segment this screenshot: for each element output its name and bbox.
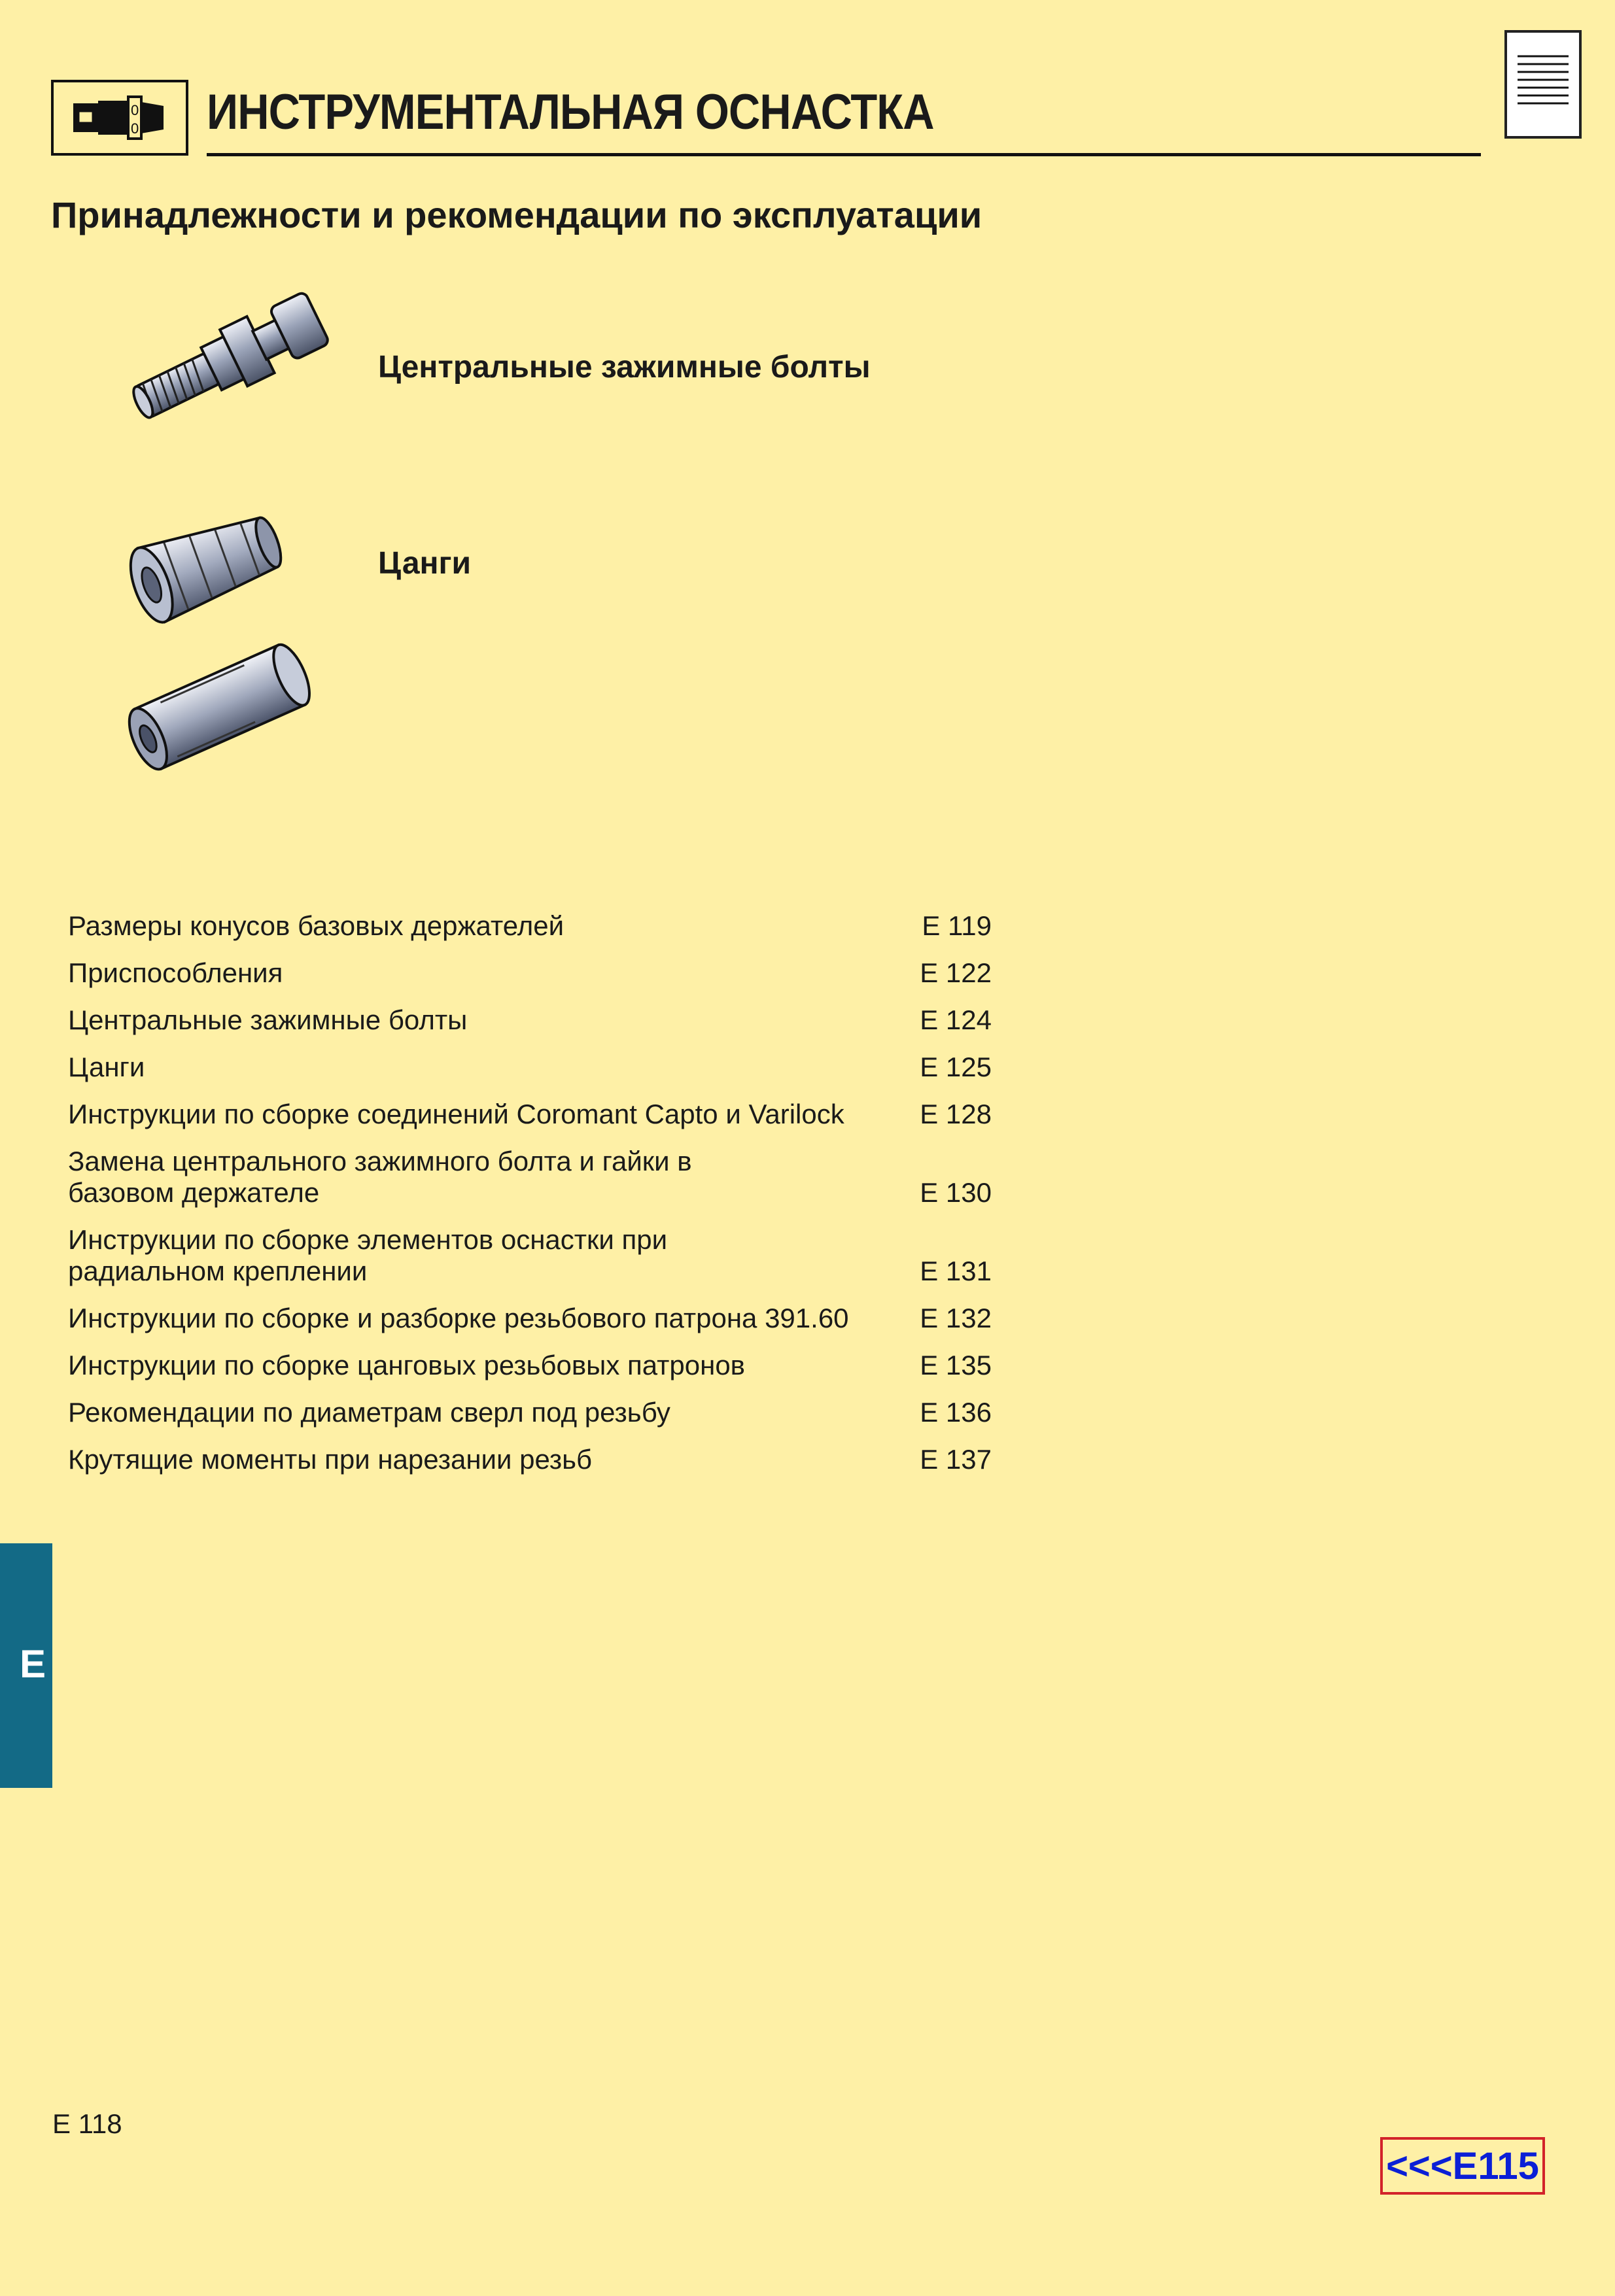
list-item-title: Приспособления [68, 957, 283, 988]
list-item-title: Рекомендации по диаметрам сверл под резьбу [68, 1397, 670, 1428]
tool-holder-icon [54, 82, 186, 153]
list-item[interactable] [68, 1397, 1023, 1428]
list-item-page: E 128 [920, 1099, 992, 1129]
svg-text:0: 0 [131, 120, 139, 137]
list-item[interactable] [68, 1146, 1023, 1208]
section-icon-box [51, 80, 188, 156]
list-item[interactable] [68, 1350, 1023, 1381]
contents-list [68, 910, 1023, 1491]
list-item-title: Центральные зажимные болты [68, 1004, 468, 1035]
collet-image-er [122, 492, 298, 636]
item-label-collets: Цанги [378, 546, 472, 581]
list-item-title: Инструкции по сборке цанговых резьбовых патронов [68, 1350, 745, 1380]
list-item-page: E 130 [920, 1177, 992, 1208]
list-item-title: Цанги [68, 1052, 145, 1082]
list-item-title: Размеры конусов базовых держателей [68, 910, 564, 941]
list-item-page: E 122 [920, 957, 992, 988]
list-item[interactable] [68, 1444, 1023, 1475]
item-label-pull-studs: Центральные зажимные болты [378, 350, 871, 385]
pull-stud-image [124, 281, 340, 432]
list-item-title: Инструкции по сборке соединений Coromant Capto и Varilock [68, 1099, 844, 1129]
collet-image-straight [122, 632, 318, 782]
list-item-page: E 119 [922, 910, 992, 941]
list-item-page: E 135 [920, 1350, 992, 1380]
list-item-page: E 131 [920, 1256, 992, 1286]
list-item-title: Крутящие моменты при нарезании резьб [68, 1444, 593, 1475]
list-item-title: Инструкции по сборке и разборке резьбового патрона 391.60 [68, 1303, 849, 1333]
list-item[interactable] [68, 1099, 1023, 1130]
document-icon[interactable] [1504, 30, 1582, 139]
list-item-page: E 136 [920, 1397, 992, 1428]
page-subtitle: Принадлежности и рекомендации по эксплуатации [51, 194, 982, 235]
section-tab[interactable] [0, 1543, 52, 1788]
section-tab-label: E [20, 1642, 46, 1686]
list-item[interactable] [68, 1224, 1023, 1287]
list-item-page: E 137 [920, 1444, 992, 1475]
back-link[interactable]: <<<E115 [1380, 2137, 1545, 2195]
svg-text:0: 0 [131, 102, 139, 118]
list-item-title: Замена центрального зажимного болта и гайки в базовом держателе [68, 1146, 692, 1208]
list-item-page: E 132 [920, 1303, 992, 1333]
section-title: ИНСТРУМЕНТАЛЬНАЯ ОСНАСТКА [207, 84, 934, 140]
list-item-page: E 125 [920, 1052, 992, 1082]
list-item-page: E 124 [920, 1004, 992, 1035]
list-item[interactable] [68, 910, 1023, 942]
list-item[interactable] [68, 957, 1023, 989]
list-item-title: Инструкции по сборке элементов оснастки при радиальном креплении [68, 1224, 668, 1286]
list-item[interactable] [68, 1303, 1023, 1334]
header-rule [207, 153, 1481, 156]
page-number: E 118 [52, 2108, 122, 2139]
list-item[interactable] [68, 1052, 1023, 1083]
list-item[interactable] [68, 1004, 1023, 1036]
